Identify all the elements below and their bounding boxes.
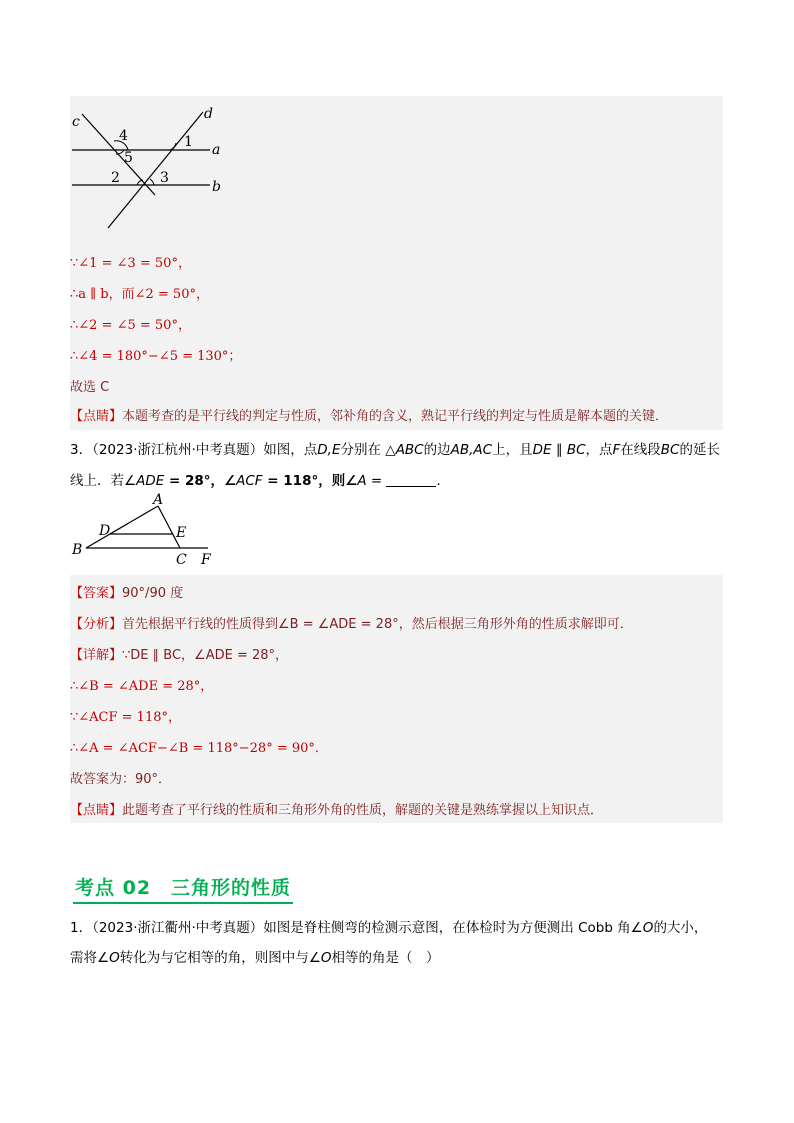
- detail-line-5: 故答案为：90°．: [70, 772, 172, 787]
- analysis-line: [70, 613, 633, 632]
- label-D: D: [99, 523, 111, 539]
- solution-line-2: ∴a ∥ b，而∠2 = 50°，: [70, 287, 209, 302]
- comment-tag: 【点睛】: [70, 409, 123, 424]
- detail-line-3: ∵∠ACF = 118°，: [70, 710, 181, 725]
- section-title: 考点 02 三角形的性质: [75, 873, 291, 900]
- label-B: B: [72, 542, 83, 558]
- comment-text: 本题考查的是平行线的判定与性质，邻补角的含义，熟记平行线的判定与性质是解本题的关键．: [122, 409, 669, 424]
- comment-text-2: 此题考查了平行线的性质和三角形外角的性质，解题的关键是熟练掌握以上知识点．: [122, 803, 604, 818]
- answer-line: [70, 582, 183, 601]
- comment-tag-2: 【点睛】: [70, 803, 123, 818]
- solution-line-1: ∵∠1 = ∠3 = 50°，: [70, 256, 191, 271]
- analysis-text: 首先根据平行线的性质得到∠B = ∠ADE = 28°，然后根据三角形外角的性质求解即可．: [122, 617, 633, 632]
- detail-text: ∵DE ∥ BC，∠ADE = 28°，: [122, 648, 289, 663]
- question-3-line-2: 线上．若∠ADE = 28°，∠ACF = 118°，则∠A = ．: [70, 473, 450, 489]
- solution-line-3: ∴∠2 = ∠5 = 50°，: [70, 318, 191, 333]
- parallel-lines-figure: [70, 100, 240, 235]
- label-5: 5: [124, 150, 133, 166]
- prev-comment: [70, 405, 668, 424]
- detail-line-4: ∴∠A = ∠ACF−∠B = 118°−28° = 90°．: [70, 741, 328, 756]
- detail-tag: 【详解】: [70, 648, 123, 663]
- label-c: c: [72, 114, 80, 130]
- question-1-line-2: 需将∠O转化为与它相等的角，则图中与∠O相等的角是（ ）: [70, 950, 440, 966]
- detail-line: [70, 644, 288, 663]
- label-3: 3: [160, 170, 169, 186]
- label-d: d: [204, 106, 213, 122]
- answer-comment: [70, 799, 603, 818]
- answer-text: 90°/90 度: [122, 586, 184, 601]
- label-1: 1: [184, 134, 193, 150]
- answer-blank[interactable]: [386, 474, 436, 487]
- label-A: A: [153, 492, 164, 508]
- detail-line-2: ∴∠B = ∠ADE = 28°，: [70, 679, 214, 694]
- answer-tag: 【答案】: [70, 586, 123, 601]
- analysis-tag: 【分析】: [70, 617, 123, 632]
- label-E: E: [176, 525, 187, 541]
- solution-line-4: ∴∠4 = 180°−∠5 = 130°；: [70, 349, 242, 364]
- question-3-line-1: 3．（2023·浙江杭州·中考真题）如图，点D,E分别在 △ABC的边AB,AC上，且DE ∥ BC，点F在线段BC的延长: [70, 442, 720, 458]
- label-2: 2: [111, 170, 120, 186]
- label-4: 4: [119, 128, 128, 144]
- label-C: C: [176, 552, 187, 568]
- label-a: a: [212, 142, 221, 158]
- label-b: b: [212, 179, 221, 195]
- triangle-figure: [70, 492, 220, 570]
- solution-line-5: 故选 C: [70, 380, 110, 395]
- question-1-line-1: 1．（2023·浙江衢州·中考真题）如图是脊柱侧弯的检测示意图，在体检时为方便测出 Cobb 角∠O的大小，: [70, 920, 708, 936]
- label-F: F: [201, 552, 211, 568]
